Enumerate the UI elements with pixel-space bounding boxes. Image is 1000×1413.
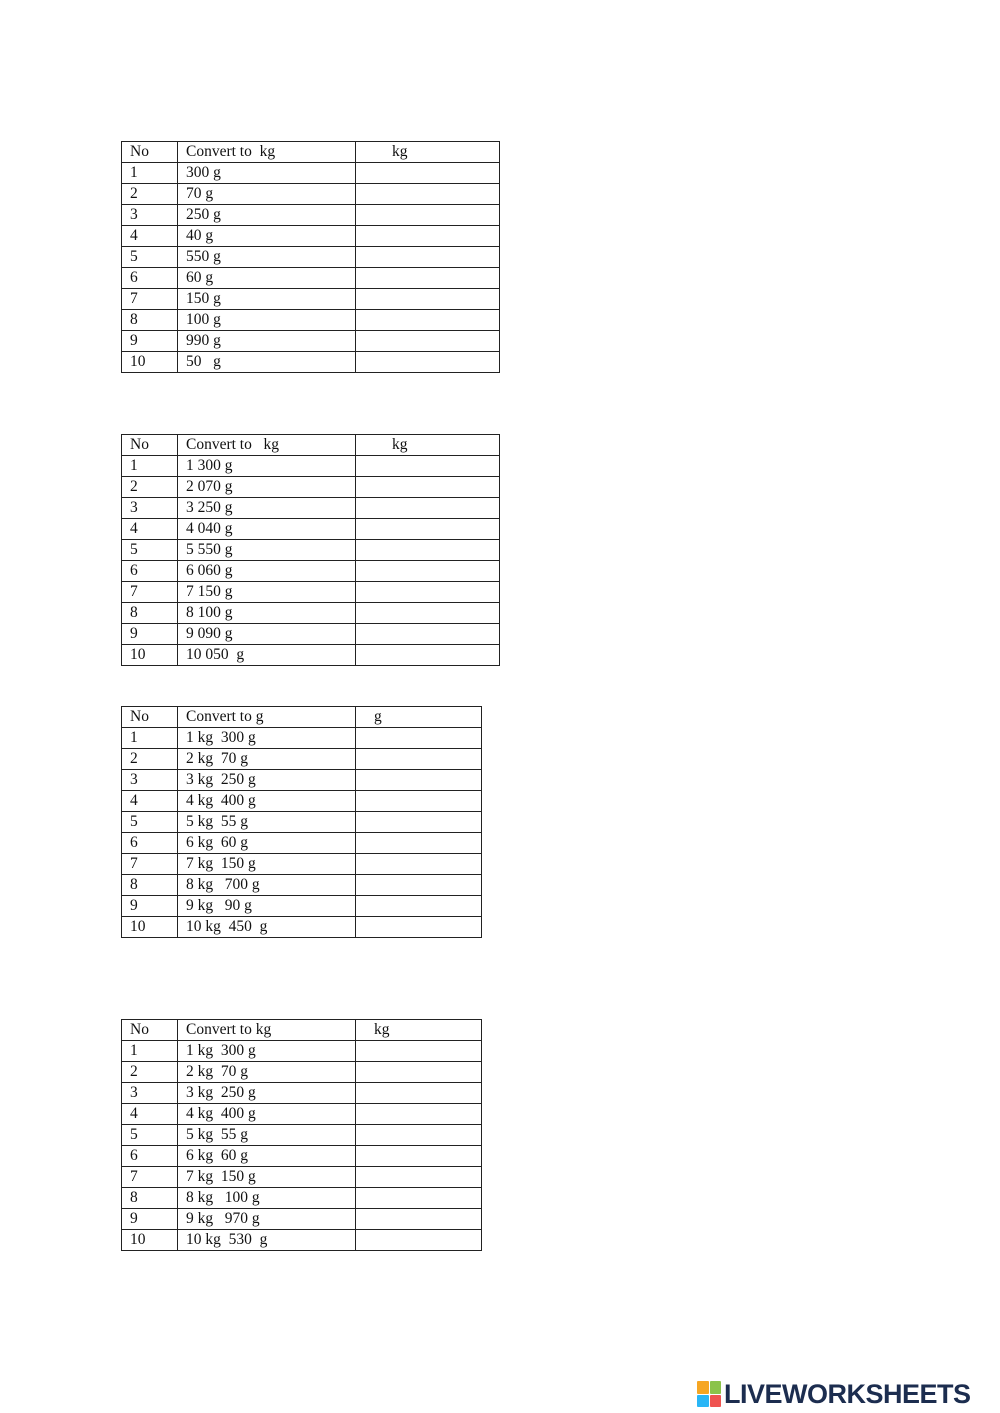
- logo-square-3: [697, 1395, 709, 1408]
- row-number: 3: [122, 1083, 178, 1104]
- answer-cell[interactable]: [356, 498, 500, 519]
- answer-cell[interactable]: [356, 896, 482, 917]
- row-number: 10: [122, 1230, 178, 1251]
- table-row: [122, 896, 482, 917]
- row-question: 550 g: [178, 247, 356, 268]
- row-question: 1 kg 300 g: [178, 1041, 356, 1062]
- row-question: 60 g: [178, 268, 356, 289]
- row-question: 5 550 g: [178, 540, 356, 561]
- header-question: Convert to g: [178, 707, 356, 728]
- row-number: 3: [122, 205, 178, 226]
- table-row: [122, 1125, 482, 1146]
- row-number: 4: [122, 791, 178, 812]
- header-no: No: [122, 435, 178, 456]
- row-question: 6 060 g: [178, 561, 356, 582]
- row-number: 9: [122, 624, 178, 645]
- row-number: 1: [122, 163, 178, 184]
- row-number: 7: [122, 1167, 178, 1188]
- table-header-row: [122, 142, 500, 163]
- header-no: No: [122, 707, 178, 728]
- row-question: 10 050 g: [178, 645, 356, 666]
- row-number: 2: [122, 477, 178, 498]
- row-question: 50 g: [178, 352, 356, 373]
- row-number: 8: [122, 875, 178, 896]
- brand-text: LIVEWORKSHEETS: [724, 1379, 971, 1409]
- table-row: [122, 582, 500, 603]
- row-question: 8 kg 700 g: [178, 875, 356, 896]
- answer-cell[interactable]: [356, 247, 500, 268]
- table-row: [122, 1230, 482, 1251]
- answer-cell[interactable]: [356, 645, 500, 666]
- row-number: 9: [122, 331, 178, 352]
- answer-cell[interactable]: [356, 1062, 482, 1083]
- table-row: [122, 875, 482, 896]
- header-answer: kg: [356, 142, 500, 163]
- row-question: 2 070 g: [178, 477, 356, 498]
- row-question: 2 kg 70 g: [178, 749, 356, 770]
- answer-cell[interactable]: [356, 624, 500, 645]
- row-question: 6 kg 60 g: [178, 833, 356, 854]
- row-question: 4 kg 400 g: [178, 791, 356, 812]
- row-number: 4: [122, 519, 178, 540]
- answer-cell[interactable]: [356, 833, 482, 854]
- row-question: 100 g: [178, 310, 356, 331]
- table-row: [122, 854, 482, 875]
- answer-cell[interactable]: [356, 352, 500, 373]
- row-question: 1 300 g: [178, 456, 356, 477]
- row-number: 5: [122, 247, 178, 268]
- table-row: [122, 498, 500, 519]
- table-row: [122, 917, 482, 938]
- liveworksheets-logo-icon: [697, 1381, 721, 1407]
- answer-cell[interactable]: [356, 184, 500, 205]
- row-question: 5 kg 55 g: [178, 812, 356, 833]
- header-question: Convert to kg: [178, 142, 356, 163]
- row-question: 6 kg 60 g: [178, 1146, 356, 1167]
- table-row: [122, 1041, 482, 1062]
- answer-cell[interactable]: [356, 268, 500, 289]
- row-number: 5: [122, 1125, 178, 1146]
- table-row: [122, 519, 500, 540]
- table-row: [122, 1146, 482, 1167]
- conversion-table-4: [121, 1019, 482, 1251]
- conversion-table-3: [121, 706, 482, 938]
- row-number: 6: [122, 833, 178, 854]
- table-row: [122, 1104, 482, 1125]
- row-number: 8: [122, 1188, 178, 1209]
- table-row: [122, 352, 500, 373]
- conversion-table-2: [121, 434, 500, 666]
- row-question: 3 250 g: [178, 498, 356, 519]
- answer-cell[interactable]: [356, 289, 500, 310]
- table-row: [122, 833, 482, 854]
- table-row: [122, 1167, 482, 1188]
- header-no: No: [122, 142, 178, 163]
- header-no: No: [122, 1020, 178, 1041]
- answer-cell[interactable]: [356, 561, 500, 582]
- row-number: 4: [122, 1104, 178, 1125]
- row-number: 2: [122, 1062, 178, 1083]
- row-number: 6: [122, 268, 178, 289]
- answer-cell[interactable]: [356, 1209, 482, 1230]
- table-row: [122, 477, 500, 498]
- answer-cell[interactable]: [356, 1104, 482, 1125]
- row-question: 7 kg 150 g: [178, 1167, 356, 1188]
- row-number: 2: [122, 749, 178, 770]
- row-question: 7 kg 150 g: [178, 854, 356, 875]
- table-row: [122, 645, 500, 666]
- table-row: [122, 603, 500, 624]
- table-row: [122, 791, 482, 812]
- table-row: [122, 770, 482, 791]
- row-number: 5: [122, 812, 178, 833]
- row-number: 8: [122, 310, 178, 331]
- answer-cell[interactable]: [356, 854, 482, 875]
- answer-cell[interactable]: [356, 791, 482, 812]
- table-row: [122, 624, 500, 645]
- table-header-row: [122, 435, 500, 456]
- liveworksheets-brand: [697, 1378, 971, 1410]
- table-row: [122, 728, 482, 749]
- table-row: [122, 205, 500, 226]
- answer-cell[interactable]: [356, 1083, 482, 1104]
- header-answer: g: [356, 707, 482, 728]
- answer-cell[interactable]: [356, 1188, 482, 1209]
- row-number: 3: [122, 770, 178, 791]
- header-answer: kg: [356, 1020, 482, 1041]
- row-number: 10: [122, 645, 178, 666]
- answer-cell[interactable]: [356, 477, 500, 498]
- table-header-row: [122, 1020, 482, 1041]
- conversion-table-1: [121, 141, 500, 373]
- header-question: Convert to kg: [178, 435, 356, 456]
- row-number: 1: [122, 728, 178, 749]
- row-number: 9: [122, 896, 178, 917]
- row-number: 5: [122, 540, 178, 561]
- table-row: [122, 268, 500, 289]
- row-number: 1: [122, 456, 178, 477]
- logo-square-2: [710, 1381, 722, 1394]
- row-question: 70 g: [178, 184, 356, 205]
- table-row: [122, 226, 500, 247]
- row-question: 9 kg 970 g: [178, 1209, 356, 1230]
- row-question: 150 g: [178, 289, 356, 310]
- row-number: 6: [122, 1146, 178, 1167]
- header-answer: kg: [356, 435, 500, 456]
- table-row: [122, 163, 500, 184]
- row-question: 5 kg 55 g: [178, 1125, 356, 1146]
- answer-cell[interactable]: [356, 310, 500, 331]
- answer-cell[interactable]: [356, 582, 500, 603]
- row-number: 7: [122, 289, 178, 310]
- table-row: [122, 289, 500, 310]
- answer-cell[interactable]: [356, 1125, 482, 1146]
- answer-cell[interactable]: [356, 1167, 482, 1188]
- row-question: 250 g: [178, 205, 356, 226]
- answer-cell[interactable]: [356, 226, 500, 247]
- row-question: 8 kg 100 g: [178, 1188, 356, 1209]
- row-number: 2: [122, 184, 178, 205]
- row-number: 1: [122, 1041, 178, 1062]
- answer-cell[interactable]: [356, 540, 500, 561]
- table-row: [122, 749, 482, 770]
- row-question: 10 kg 450 g: [178, 917, 356, 938]
- row-question: 2 kg 70 g: [178, 1062, 356, 1083]
- row-question: 3 kg 250 g: [178, 770, 356, 791]
- table-row: [122, 247, 500, 268]
- answer-cell[interactable]: [356, 770, 482, 791]
- table-header-row: [122, 707, 482, 728]
- table-row: [122, 1188, 482, 1209]
- answer-cell[interactable]: [356, 205, 500, 226]
- row-number: 3: [122, 498, 178, 519]
- row-question: 10 kg 530 g: [178, 1230, 356, 1251]
- answer-cell[interactable]: [356, 917, 482, 938]
- row-number: 7: [122, 582, 178, 603]
- row-number: 8: [122, 603, 178, 624]
- row-question: 990 g: [178, 331, 356, 352]
- row-question: 40 g: [178, 226, 356, 247]
- answer-cell[interactable]: [356, 728, 482, 749]
- row-number: 4: [122, 226, 178, 247]
- table-row: [122, 456, 500, 477]
- answer-cell[interactable]: [356, 456, 500, 477]
- table-row: [122, 1209, 482, 1230]
- answer-cell[interactable]: [356, 331, 500, 352]
- row-question: 300 g: [178, 163, 356, 184]
- table-row: [122, 812, 482, 833]
- row-question: 9 kg 90 g: [178, 896, 356, 917]
- row-question: 3 kg 250 g: [178, 1083, 356, 1104]
- header-question: Convert to kg: [178, 1020, 356, 1041]
- table-row: [122, 540, 500, 561]
- table-row: [122, 184, 500, 205]
- row-question: 1 kg 300 g: [178, 728, 356, 749]
- answer-cell[interactable]: [356, 519, 500, 540]
- table-row: [122, 1083, 482, 1104]
- row-question: 8 100 g: [178, 603, 356, 624]
- row-number: 10: [122, 352, 178, 373]
- answer-cell[interactable]: [356, 749, 482, 770]
- table-row: [122, 1062, 482, 1083]
- table-row: [122, 561, 500, 582]
- logo-square-4: [710, 1395, 722, 1408]
- answer-cell[interactable]: [356, 1146, 482, 1167]
- answer-cell[interactable]: [356, 1041, 482, 1062]
- row-number: 9: [122, 1209, 178, 1230]
- row-question: 9 090 g: [178, 624, 356, 645]
- answer-cell[interactable]: [356, 603, 500, 624]
- logo-square-1: [697, 1381, 709, 1394]
- answer-cell[interactable]: [356, 812, 482, 833]
- table-row: [122, 310, 500, 331]
- row-number: 6: [122, 561, 178, 582]
- row-number: 7: [122, 854, 178, 875]
- table-row: [122, 331, 500, 352]
- row-question: 4 040 g: [178, 519, 356, 540]
- row-question: 7 150 g: [178, 582, 356, 603]
- row-number: 10: [122, 917, 178, 938]
- answer-cell[interactable]: [356, 1230, 482, 1251]
- answer-cell[interactable]: [356, 875, 482, 896]
- row-question: 4 kg 400 g: [178, 1104, 356, 1125]
- answer-cell[interactable]: [356, 163, 500, 184]
